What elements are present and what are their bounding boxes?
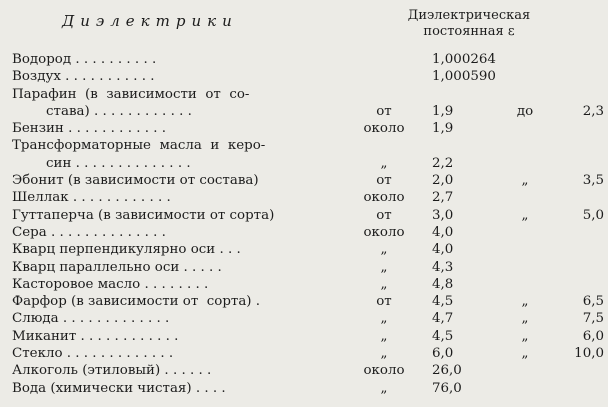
material-name-line1: Трансформаторные масла и керо- [12, 138, 266, 154]
table-row [12, 68, 604, 85]
material-name [12, 241, 348, 258]
material-name [12, 172, 348, 189]
permittivity-max-value: 3,5 [582, 173, 604, 189]
permittivity-value: 1,000264 [432, 52, 496, 67]
range-connector: „ [521, 328, 529, 344]
table-row [12, 189, 604, 206]
permittivity-value: 1,9 [432, 103, 454, 119]
range-connector: „ [521, 173, 529, 189]
range-connector: „ [521, 346, 529, 362]
dielectric-table [12, 51, 604, 397]
material-name-line1: Парафин (в зависимости от со- [12, 86, 250, 102]
value-prefix: около [363, 224, 405, 240]
value-prefix: „ [380, 328, 388, 344]
table-row [12, 137, 604, 172]
column-header-permittivity-line1: Диэлектрическая [407, 8, 531, 23]
material-name-line2: става) . . . . . . . . . . . . [12, 103, 192, 119]
permittivity-max-value: 5,0 [582, 207, 604, 223]
permittivity-value: 4,3 [432, 259, 454, 275]
table-row [12, 293, 604, 310]
value-prefix: „ [380, 311, 388, 327]
value-prefix: от [376, 294, 392, 310]
value-prefix: около [363, 121, 405, 137]
value-prefix: „ [380, 276, 388, 292]
permittivity-value: 6,0 [432, 346, 454, 362]
table-row [12, 172, 604, 189]
material-name-line2: син . . . . . . . . . . . . . . [12, 155, 191, 171]
table-row [12, 241, 604, 258]
permittivity-value: 4,7 [432, 311, 454, 327]
table-row [12, 51, 604, 68]
table-row [12, 345, 604, 362]
table-row [12, 120, 604, 137]
material-name [12, 68, 348, 85]
material-name-line1: Бензин . . . . . . . . . . . . [12, 121, 166, 137]
permittivity-value: 2,2 [432, 155, 454, 171]
table-row [12, 276, 604, 293]
material-name [12, 293, 348, 310]
permittivity-value: 76,0 [432, 380, 462, 396]
material-name [12, 207, 348, 224]
value-prefix: „ [380, 380, 388, 396]
material-name [12, 362, 348, 379]
material-name [12, 328, 348, 345]
material-name-line1: Гуттаперча (в зависимости от сорта) [12, 207, 275, 223]
material-name-line1: Алкоголь (этиловый) . . . . . . [12, 363, 212, 379]
value-prefix: около [363, 363, 405, 379]
value-prefix: около [363, 190, 405, 206]
value-prefix: от [376, 173, 392, 189]
value-prefix: „ [380, 346, 388, 362]
material-name-line1: Кварц параллельно оси . . . . . [12, 259, 222, 275]
material-name-line1: Сера . . . . . . . . . . . . . . [12, 224, 166, 240]
material-name-line1: Кварц перпендикулярно оси . . . [12, 242, 241, 258]
material-name-line1: Касторовое масло . . . . . . . . [12, 276, 209, 292]
permittivity-max-value: 2,3 [582, 103, 604, 119]
material-name-line1: Вода (химически чистая) . . . . [12, 380, 226, 396]
value-prefix: „ [380, 242, 388, 258]
table-row [12, 328, 604, 345]
material-name [12, 137, 348, 172]
material-name-line1: Водород . . . . . . . . . . [12, 52, 157, 67]
range-connector: до [516, 103, 534, 119]
table-row [12, 380, 604, 397]
material-name [12, 259, 348, 276]
material-name-line1: Миканит . . . . . . . . . . . . [12, 328, 179, 344]
table-row [12, 207, 604, 224]
value-prefix: от [376, 103, 392, 119]
permittivity-value: 2,0 [432, 173, 454, 189]
column-header-permittivity-line2: постоянная ε [423, 24, 515, 39]
column-header-dielectrics: Диэлектрики [62, 12, 238, 30]
material-name [12, 51, 348, 68]
permittivity-value: 1,000590 [432, 69, 496, 85]
value-prefix: от [376, 207, 392, 223]
material-name [12, 120, 348, 137]
permittivity-max-value: 10,0 [574, 346, 604, 362]
material-name-line1: Слюда . . . . . . . . . . . . . [12, 311, 170, 327]
range-connector: „ [521, 294, 529, 310]
permittivity-value: 4,0 [432, 224, 454, 240]
material-name [12, 224, 348, 241]
material-name [12, 345, 348, 362]
permittivity-max-value: 6,5 [582, 294, 604, 310]
material-name [12, 189, 348, 206]
material-name-line1: Воздух . . . . . . . . . . . [12, 69, 155, 85]
material-name-line1: Эбонит (в зависимости от состава) [12, 173, 259, 189]
table-row [12, 224, 604, 241]
permittivity-value: 3,0 [432, 207, 454, 223]
permittivity-value: 4,5 [432, 328, 454, 344]
material-name-line1: Стекло . . . . . . . . . . . . . [12, 346, 174, 362]
table-row [12, 259, 604, 276]
material-name-line1: Шеллак . . . . . . . . . . . . [12, 190, 171, 206]
permittivity-value: 26,0 [432, 363, 462, 379]
table-row [12, 310, 604, 327]
permittivity-value: 4,5 [432, 294, 454, 310]
table-row [12, 86, 604, 121]
range-connector: „ [521, 207, 529, 223]
material-name [12, 86, 348, 121]
range-connector: „ [521, 311, 529, 327]
material-name-line1: Фарфор (в зависимости от сорта) . [12, 294, 261, 310]
permittivity-max-value: 6,0 [582, 328, 604, 344]
permittivity-max-value: 7,5 [582, 311, 604, 327]
material-name [12, 380, 348, 397]
permittivity-value: 4,8 [432, 276, 454, 292]
permittivity-value: 4,0 [432, 242, 454, 258]
material-name [12, 276, 348, 293]
value-prefix: „ [380, 155, 388, 171]
table-row [12, 362, 604, 379]
permittivity-value: 1,9 [432, 121, 454, 137]
permittivity-value: 2,7 [432, 190, 454, 206]
material-name [12, 310, 348, 327]
value-prefix: „ [380, 259, 388, 275]
column-header-permittivity [384, 8, 554, 40]
